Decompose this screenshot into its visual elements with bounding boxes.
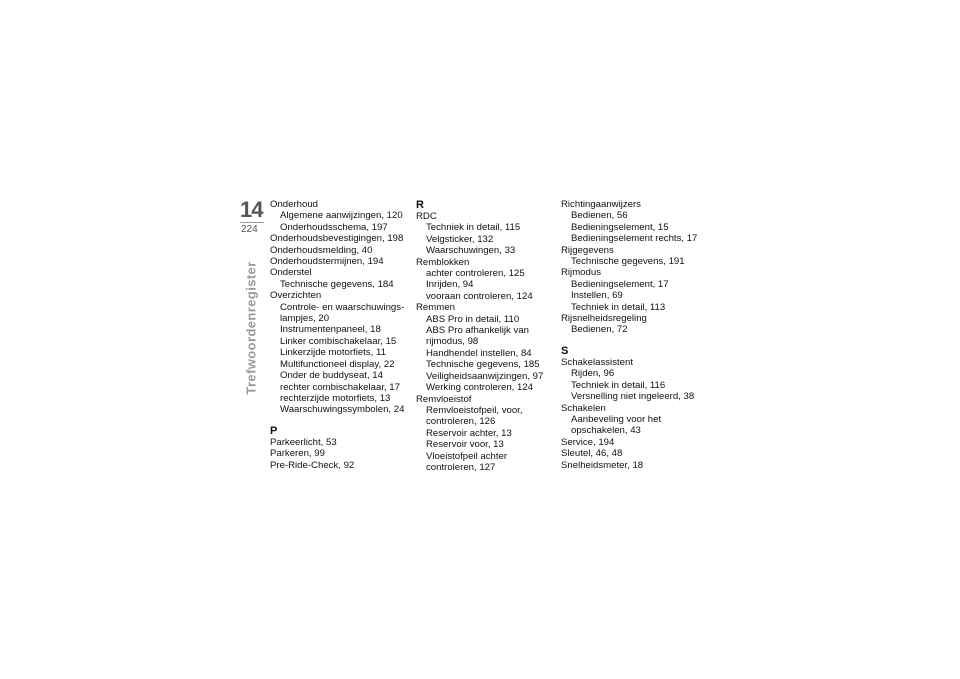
index-subentry: Linkerzijde motorfiets, 11 <box>280 347 386 359</box>
index-entry: Richtingaanwijzers <box>561 199 641 210</box>
index-subentry: Onder de buddyseat, 14 <box>280 370 383 382</box>
index-entry: Rijgegevens <box>561 244 614 256</box>
index-subentry: Reservoir voor, 13 <box>426 439 504 451</box>
index-subentry: Technische gegevens, 191 <box>571 256 685 268</box>
index-subentry: Bedieningselement rechts, 17 <box>571 233 698 245</box>
index-subentry: Bedieningselement, 15 <box>571 221 669 233</box>
index-entry: Onderhoud <box>270 199 319 210</box>
index-subentry: Waarschuwingssymbolen, 24 <box>280 404 405 416</box>
index-subentry: Instellen, 69 <box>571 290 623 302</box>
index-subentry: Techniek in detail, 116 <box>571 379 666 391</box>
index-subentry: controleren, 126 <box>426 416 496 428</box>
index-subentry: rechterzijde motorfiets, 13 <box>280 392 391 404</box>
index-entry: Remblokken <box>416 256 470 268</box>
index-entry: Parkeerlicht, 53 <box>270 436 337 448</box>
index-entry: Onderstel <box>270 267 312 279</box>
page-number: 224 <box>241 224 258 235</box>
index-letter-heading: P <box>270 424 278 437</box>
index-entry: Rijmodus <box>561 267 601 279</box>
index-subentry: Multifunctioneel display, 22 <box>280 358 395 370</box>
index-entry: RDC <box>416 211 437 222</box>
index-entry: Pre-Ride-Check, 92 <box>270 459 355 471</box>
index-subentry: Techniek in detail, 115 <box>426 222 521 234</box>
chapter-divider <box>240 222 264 223</box>
index-entry: Onderhoudsmelding, 40 <box>270 244 373 256</box>
index-subentry: Aanbeveling voor het <box>571 413 662 425</box>
index-entry: Onderhoudsbevestigingen, 198 <box>270 233 404 245</box>
index-subentry: Algemene aanwijzingen, 120 <box>280 210 403 222</box>
index-subentry: Controle- en waarschuwings- <box>280 301 405 313</box>
index-subentry: Technische gegevens, 184 <box>280 278 394 290</box>
index-subentry: Bedieningselement, 17 <box>571 278 669 290</box>
index-subentry: Techniek in detail, 113 <box>571 301 666 313</box>
index-subentry: vooraan controleren, 124 <box>426 290 533 302</box>
index-subentry: controleren, 127 <box>426 461 496 473</box>
index-entry: Overzichten <box>270 290 322 302</box>
index-subentry: Waarschuwingen, 33 <box>426 245 516 257</box>
index-subentry: ABS Pro afhankelijk van <box>426 325 529 337</box>
index-entry: Rijsnelheidsregeling <box>561 313 647 325</box>
index-entry: Remmen <box>416 302 455 314</box>
index-subentry: Linker combischakelaar, 15 <box>280 335 397 347</box>
index-subentry: Onderhoudsschema, 197 <box>280 221 388 233</box>
index-column-3 <box>561 199 701 471</box>
index-entry: Schakelen <box>561 402 606 414</box>
index-subentry: ABS Pro in detail, 110 <box>426 313 520 325</box>
index-column-1 <box>270 199 410 471</box>
index-entry: Schakelassistent <box>561 356 633 368</box>
index-subentry: Veiligheidsaanwijzingen, 97 <box>426 370 544 382</box>
index-subentry: Instrumentenpaneel, 18 <box>280 324 381 336</box>
index-subentry: Vloeistofpeil achter <box>426 450 508 462</box>
index-entry: Snelheidsmeter, 18 <box>561 459 644 471</box>
index-subentry: opschakelen, 43 <box>571 425 641 437</box>
index-subentry: rechter combischakelaar, 17 <box>280 381 400 393</box>
index-subentry: Bedienen, 72 <box>571 324 628 336</box>
section-tab <box>236 248 266 408</box>
index-subentry: Inrijden, 94 <box>426 279 474 291</box>
index-subentry: Rijden, 96 <box>571 368 615 380</box>
index-subentry: Reservoir achter, 13 <box>426 427 512 439</box>
index-entry: Onderhoudstermijnen, 194 <box>270 256 384 268</box>
section-title: Trefwoordenregister <box>243 261 259 395</box>
index-entry: Sleutel, 46, 48 <box>561 448 623 460</box>
index-subentry: Versnelling niet ingeleerd, 38 <box>571 391 695 403</box>
chapter-number: 14 <box>240 197 263 222</box>
index-letter-heading: S <box>561 344 569 357</box>
index-entry: Parkeren, 99 <box>270 448 325 460</box>
index-subentry: Velgsticker, 132 <box>426 233 494 245</box>
index-subentry: Remvloeistofpeil, voor, <box>426 404 523 416</box>
index-subentry: Bedienen, 56 <box>571 210 628 222</box>
index-column-2 <box>416 199 556 473</box>
index-entry: Service, 194 <box>561 436 615 448</box>
index-letter-heading: R <box>416 199 424 211</box>
index-subentry: lampjes, 20 <box>280 313 330 325</box>
index-subentry: Technische gegevens, 185 <box>426 359 540 371</box>
index-subentry: rijmodus, 98 <box>426 336 479 348</box>
index-entry: Remvloeistof <box>416 393 472 405</box>
index-subentry: Handhendel instellen, 84 <box>426 347 532 359</box>
index-subentry: achter controleren, 125 <box>426 268 525 280</box>
index-subentry: Werking controleren, 124 <box>426 382 534 394</box>
